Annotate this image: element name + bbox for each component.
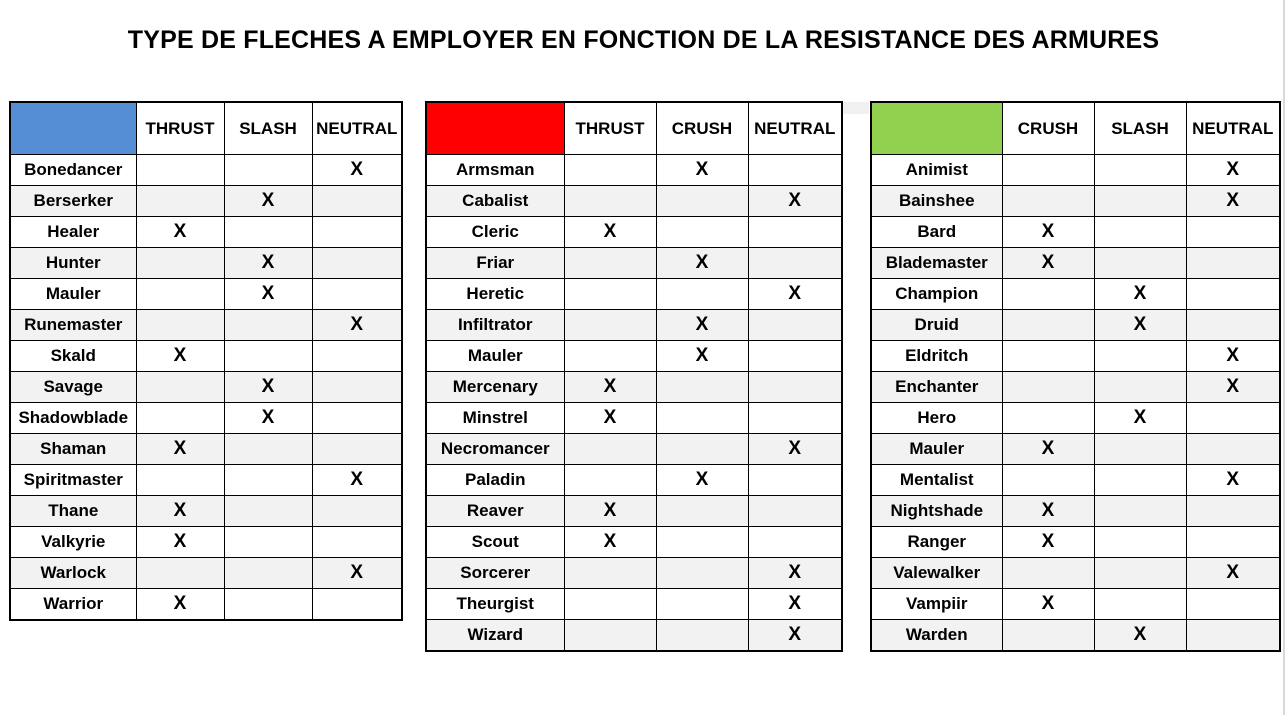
column-header: CRUSH xyxy=(1002,102,1094,155)
realm-table-hibernia xyxy=(870,101,1281,652)
class-name-cell: Shadowblade xyxy=(10,403,136,434)
arrow-type-cell: X xyxy=(1186,465,1280,496)
class-name-cell: Nightshade xyxy=(871,496,1002,527)
arrow-type-cell: X xyxy=(136,217,224,248)
table-row xyxy=(10,527,402,558)
arrow-type-cell: X xyxy=(312,310,402,341)
class-name-cell: Heretic xyxy=(426,279,564,310)
arrow-type-cell: X xyxy=(1002,217,1094,248)
table-row xyxy=(426,372,842,403)
table-row xyxy=(871,217,1280,248)
class-name-cell: Mentalist xyxy=(871,465,1002,496)
arrow-type-cell xyxy=(1002,558,1094,589)
arrow-type-cell xyxy=(656,527,748,558)
arrow-type-cell: X xyxy=(312,558,402,589)
arrow-type-cell xyxy=(564,279,656,310)
arrow-type-cell xyxy=(748,248,842,279)
arrow-type-cell: X xyxy=(656,310,748,341)
arrow-type-cell xyxy=(224,527,312,558)
arrow-type-cell xyxy=(312,589,402,621)
column-header: CRUSH xyxy=(656,102,748,155)
realm-color-swatch xyxy=(426,102,564,155)
arrow-type-cell xyxy=(312,217,402,248)
table-row xyxy=(10,403,402,434)
arrow-type-cell xyxy=(748,403,842,434)
table-row xyxy=(871,341,1280,372)
arrow-type-cell xyxy=(1186,527,1280,558)
table-row xyxy=(871,310,1280,341)
table-row xyxy=(10,310,402,341)
table-row xyxy=(10,341,402,372)
arrow-type-cell xyxy=(136,465,224,496)
arrow-type-cell xyxy=(1002,186,1094,217)
arrow-type-cell xyxy=(312,279,402,310)
column-header: NEUTRAL xyxy=(1186,102,1280,155)
class-name-cell: Mauler xyxy=(10,279,136,310)
arrow-type-cell xyxy=(564,248,656,279)
arrow-type-cell xyxy=(1094,186,1186,217)
class-name-cell: Blademaster xyxy=(871,248,1002,279)
arrow-type-cell: X xyxy=(312,465,402,496)
table-row xyxy=(426,217,842,248)
arrow-type-cell: X xyxy=(1002,589,1094,620)
class-name-cell: Minstrel xyxy=(426,403,564,434)
arrow-type-cell xyxy=(564,341,656,372)
table-row xyxy=(10,279,402,310)
arrow-type-cell xyxy=(224,310,312,341)
class-name-cell: Cabalist xyxy=(426,186,564,217)
class-name-cell: Valewalker xyxy=(871,558,1002,589)
arrow-type-cell: X xyxy=(748,589,842,620)
arrow-type-cell xyxy=(564,186,656,217)
arrow-type-cell: X xyxy=(1002,527,1094,558)
column-header: THRUST xyxy=(564,102,656,155)
class-name-cell: Eldritch xyxy=(871,341,1002,372)
arrow-type-cell: X xyxy=(564,496,656,527)
arrow-type-cell xyxy=(1186,310,1280,341)
arrow-type-cell: X xyxy=(312,155,402,186)
arrow-type-cell xyxy=(1002,155,1094,186)
arrow-type-cell: X xyxy=(564,527,656,558)
class-name-cell: Infiltrator xyxy=(426,310,564,341)
column-header: NEUTRAL xyxy=(312,102,402,155)
arrow-type-cell xyxy=(224,341,312,372)
table-row xyxy=(426,186,842,217)
arrow-type-cell xyxy=(748,217,842,248)
arrow-type-cell: X xyxy=(564,217,656,248)
arrow-type-cell xyxy=(312,248,402,279)
arrow-type-cell xyxy=(656,620,748,652)
arrow-type-cell xyxy=(748,310,842,341)
class-name-cell: Hero xyxy=(871,403,1002,434)
table-row xyxy=(426,465,842,496)
class-name-cell: Berserker xyxy=(10,186,136,217)
arrow-type-cell: X xyxy=(748,434,842,465)
class-name-cell: Skald xyxy=(10,341,136,372)
arrow-type-cell xyxy=(224,465,312,496)
arrow-type-cell xyxy=(656,434,748,465)
arrow-type-cell: X xyxy=(136,496,224,527)
class-name-cell: Necromancer xyxy=(426,434,564,465)
arrow-type-cell xyxy=(1094,496,1186,527)
arrow-type-cell xyxy=(748,155,842,186)
arrow-type-cell xyxy=(1094,155,1186,186)
class-name-cell: Ranger xyxy=(871,527,1002,558)
class-name-cell: Reaver xyxy=(426,496,564,527)
table-row xyxy=(871,155,1280,186)
class-name-cell: Hunter xyxy=(10,248,136,279)
arrow-type-cell xyxy=(1094,217,1186,248)
arrow-type-cell xyxy=(1094,465,1186,496)
arrow-type-cell: X xyxy=(748,186,842,217)
column-header: THRUST xyxy=(136,102,224,155)
arrow-type-cell xyxy=(656,558,748,589)
arrow-type-cell xyxy=(564,589,656,620)
arrow-type-cell: X xyxy=(748,558,842,589)
arrow-type-cell xyxy=(656,279,748,310)
table-row xyxy=(871,248,1280,279)
arrow-type-cell: X xyxy=(1002,434,1094,465)
arrow-type-cell xyxy=(1186,279,1280,310)
arrow-type-cell: X xyxy=(1186,372,1280,403)
class-name-cell: Savage xyxy=(10,372,136,403)
class-name-cell: Mercenary xyxy=(426,372,564,403)
class-name-cell: Valkyrie xyxy=(10,527,136,558)
table-row xyxy=(10,465,402,496)
class-name-cell: Enchanter xyxy=(871,372,1002,403)
arrow-type-cell: X xyxy=(656,155,748,186)
arrow-type-cell xyxy=(564,465,656,496)
table-row xyxy=(426,527,842,558)
realm-table-midgard xyxy=(9,101,403,621)
table-row xyxy=(871,403,1280,434)
arrow-type-cell xyxy=(656,217,748,248)
arrow-type-cell xyxy=(1002,465,1094,496)
arrow-type-cell xyxy=(136,279,224,310)
arrow-type-cell: X xyxy=(224,403,312,434)
arrow-type-cell: X xyxy=(656,465,748,496)
arrow-type-cell xyxy=(136,248,224,279)
class-name-cell: Healer xyxy=(10,217,136,248)
arrow-type-cell xyxy=(1094,372,1186,403)
arrow-type-cell xyxy=(1094,527,1186,558)
table-row xyxy=(10,496,402,527)
arrow-type-cell xyxy=(1002,341,1094,372)
table-row xyxy=(871,434,1280,465)
arrow-type-cell: X xyxy=(1186,558,1280,589)
class-name-cell: Warrior xyxy=(10,589,136,621)
table-row xyxy=(10,434,402,465)
class-name-cell: Runemaster xyxy=(10,310,136,341)
table-row xyxy=(871,186,1280,217)
table-row xyxy=(871,496,1280,527)
arrow-type-cell xyxy=(1186,496,1280,527)
table-row xyxy=(426,248,842,279)
arrow-type-cell: X xyxy=(656,341,748,372)
arrow-type-cell xyxy=(312,403,402,434)
arrow-type-cell xyxy=(1186,589,1280,620)
arrow-type-cell xyxy=(136,310,224,341)
right-edge-border xyxy=(1283,0,1285,715)
realm-color-swatch xyxy=(871,102,1002,155)
arrow-type-cell xyxy=(656,403,748,434)
arrow-type-cell xyxy=(1094,558,1186,589)
arrow-type-cell: X xyxy=(224,186,312,217)
arrow-type-cell xyxy=(224,558,312,589)
arrow-type-cell xyxy=(1186,248,1280,279)
table-row xyxy=(10,186,402,217)
arrow-type-cell xyxy=(564,620,656,652)
arrow-type-cell xyxy=(224,434,312,465)
arrow-type-cell xyxy=(1002,372,1094,403)
arrow-type-cell xyxy=(312,527,402,558)
table-row xyxy=(871,620,1280,652)
column-header: SLASH xyxy=(224,102,312,155)
table-row xyxy=(871,279,1280,310)
table-row xyxy=(10,558,402,589)
class-name-cell: Thane xyxy=(10,496,136,527)
arrow-type-cell: X xyxy=(224,372,312,403)
class-name-cell: Scout xyxy=(426,527,564,558)
background-strip xyxy=(841,102,869,114)
class-name-cell: Mauler xyxy=(426,341,564,372)
class-name-cell: Bainshee xyxy=(871,186,1002,217)
arrow-type-cell xyxy=(1002,403,1094,434)
table-row xyxy=(426,310,842,341)
class-name-cell: Mauler xyxy=(871,434,1002,465)
arrow-type-cell xyxy=(748,465,842,496)
table-row xyxy=(426,341,842,372)
arrow-type-cell: X xyxy=(1186,341,1280,372)
arrow-type-cell: X xyxy=(136,434,224,465)
class-name-cell: Paladin xyxy=(426,465,564,496)
arrow-type-cell xyxy=(136,155,224,186)
class-name-cell: Vampiir xyxy=(871,589,1002,620)
table-row xyxy=(10,372,402,403)
table-row xyxy=(10,248,402,279)
class-name-cell: Cleric xyxy=(426,217,564,248)
arrow-type-cell xyxy=(312,186,402,217)
arrow-type-cell: X xyxy=(224,248,312,279)
arrow-type-cell xyxy=(564,155,656,186)
table-row xyxy=(871,589,1280,620)
table-row xyxy=(871,465,1280,496)
class-name-cell: Friar xyxy=(426,248,564,279)
arrow-type-cell xyxy=(656,496,748,527)
arrow-type-cell: X xyxy=(748,620,842,652)
arrow-type-cell xyxy=(312,341,402,372)
arrow-type-cell xyxy=(224,496,312,527)
class-name-cell: Spiritmaster xyxy=(10,465,136,496)
column-header: SLASH xyxy=(1094,102,1186,155)
arrow-type-cell xyxy=(1094,589,1186,620)
class-name-cell: Animist xyxy=(871,155,1002,186)
arrow-type-cell xyxy=(1094,434,1186,465)
arrow-type-cell xyxy=(1186,403,1280,434)
arrow-type-cell xyxy=(748,527,842,558)
class-name-cell: Warlock xyxy=(10,558,136,589)
table-row xyxy=(426,403,842,434)
arrow-type-cell xyxy=(564,310,656,341)
arrow-type-cell xyxy=(1186,434,1280,465)
table-row xyxy=(426,279,842,310)
arrow-type-cell xyxy=(224,589,312,621)
arrow-type-cell xyxy=(312,496,402,527)
arrow-type-cell: X xyxy=(1094,310,1186,341)
arrow-type-cell: X xyxy=(656,248,748,279)
arrow-type-cell xyxy=(564,434,656,465)
arrow-type-cell xyxy=(748,372,842,403)
arrow-type-cell xyxy=(656,589,748,620)
realm-color-swatch xyxy=(10,102,136,155)
arrow-type-cell xyxy=(656,372,748,403)
arrow-type-cell: X xyxy=(136,341,224,372)
table-row xyxy=(871,372,1280,403)
arrow-type-cell xyxy=(312,434,402,465)
arrow-type-cell xyxy=(224,155,312,186)
arrow-type-cell xyxy=(136,403,224,434)
arrow-type-cell xyxy=(656,186,748,217)
arrow-type-cell: X xyxy=(1186,155,1280,186)
table-row xyxy=(10,589,402,621)
arrow-type-cell xyxy=(312,372,402,403)
arrow-type-cell xyxy=(1186,217,1280,248)
arrow-type-cell xyxy=(136,186,224,217)
table-row xyxy=(10,155,402,186)
table-row xyxy=(426,589,842,620)
table-row xyxy=(871,558,1280,589)
page-title: TYPE DE FLECHES A EMPLOYER EN FONCTION DE LA RESISTANCE DES ARMURES xyxy=(127,26,1160,54)
class-name-cell: Shaman xyxy=(10,434,136,465)
arrow-type-cell: X xyxy=(136,527,224,558)
arrow-type-cell xyxy=(748,341,842,372)
arrow-type-cell xyxy=(564,558,656,589)
arrow-type-cell: X xyxy=(1094,279,1186,310)
table-row xyxy=(426,155,842,186)
table-row xyxy=(426,558,842,589)
class-name-cell: Armsman xyxy=(426,155,564,186)
arrow-type-cell xyxy=(1186,620,1280,652)
arrow-type-cell: X xyxy=(1186,186,1280,217)
class-name-cell: Sorcerer xyxy=(426,558,564,589)
realm-table-albion xyxy=(425,101,843,652)
table-row xyxy=(10,217,402,248)
class-name-cell: Theurgist xyxy=(426,589,564,620)
arrow-type-cell xyxy=(1002,279,1094,310)
arrow-type-cell xyxy=(1002,310,1094,341)
arrow-type-cell xyxy=(1094,341,1186,372)
arrow-type-cell: X xyxy=(1094,620,1186,652)
arrow-type-cell xyxy=(1094,248,1186,279)
class-name-cell: Wizard xyxy=(426,620,564,652)
table-row xyxy=(426,620,842,652)
arrow-type-cell: X xyxy=(748,279,842,310)
table-row xyxy=(426,496,842,527)
arrow-type-cell: X xyxy=(1094,403,1186,434)
arrow-type-cell: X xyxy=(1002,496,1094,527)
arrow-type-cell xyxy=(748,496,842,527)
class-name-cell: Bonedancer xyxy=(10,155,136,186)
column-header: NEUTRAL xyxy=(748,102,842,155)
arrow-type-cell xyxy=(224,217,312,248)
arrow-type-cell: X xyxy=(564,372,656,403)
table-row xyxy=(871,527,1280,558)
arrow-type-cell xyxy=(136,558,224,589)
arrow-type-cell: X xyxy=(136,589,224,621)
arrow-type-cell: X xyxy=(224,279,312,310)
table-row xyxy=(426,434,842,465)
class-name-cell: Warden xyxy=(871,620,1002,652)
class-name-cell: Champion xyxy=(871,279,1002,310)
arrow-type-cell: X xyxy=(564,403,656,434)
arrow-type-cell xyxy=(1002,620,1094,652)
arrow-type-cell xyxy=(136,372,224,403)
class-name-cell: Bard xyxy=(871,217,1002,248)
arrow-type-cell: X xyxy=(1002,248,1094,279)
class-name-cell: Druid xyxy=(871,310,1002,341)
